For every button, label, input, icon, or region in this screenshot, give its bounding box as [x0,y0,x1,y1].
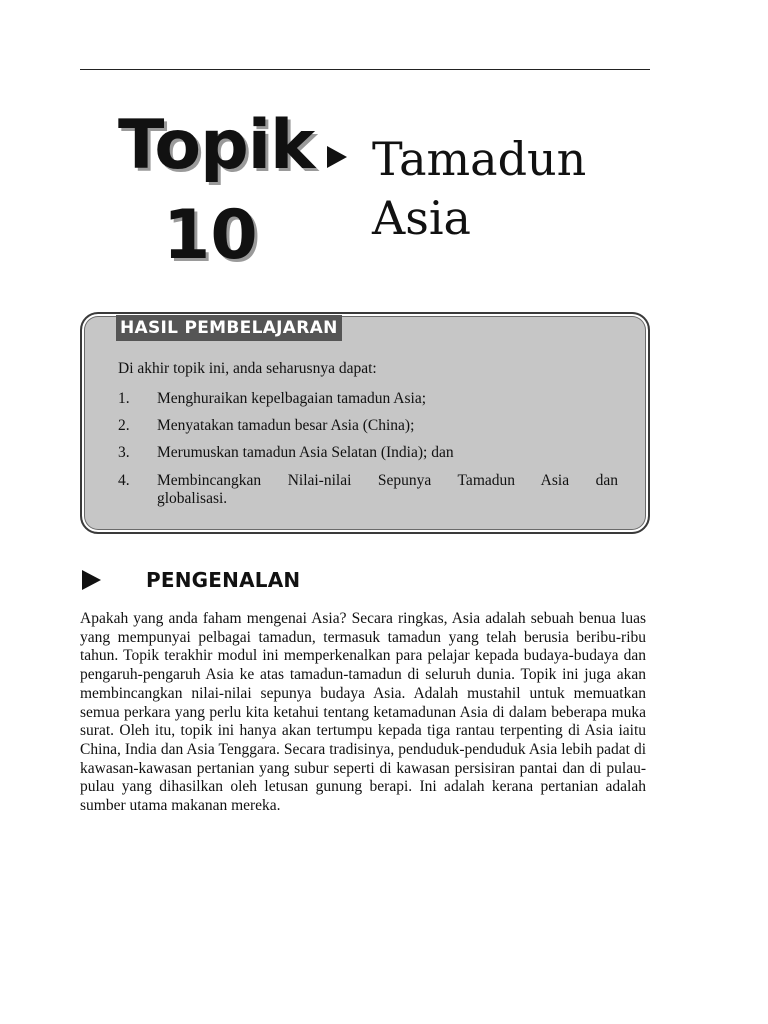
outcome-text: Menyatakan tamadun besar Asia (China); [157,417,415,434]
topic-number: 10 [163,196,258,275]
topic-title-line-1: Tamadun [372,132,587,186]
outcome-number: 1. [118,390,130,407]
outcome-text: Menghuraikan kepelbagaian tamadun Asia; [157,390,427,407]
intro-paragraph: Apakah yang anda faham mengenai Asia? Secara ringkas, Asia adalah sebuah benua luas yang mempunyai pelbagai tamadun, termasuk tamadun yang telah berusia beribu-ribu tahun. Topik terakhir modul ini memperkenalkan para pelajar kepada budaya-budaya dan pengaruh-pengaruh Asia ke atas tamadun-tamadun di seluruh dunia. Topik ini juga akan membincangkan nilai-nilai sepunya budaya Asia. Adalah mustahil untuk memuatkan semua perkara yang perlu kita ketahui tentang ketamadunan Asia di dalam beberapa muka surat. Oleh itu, topik ini hanya akan tertumpu kepada tiga rantau terpenting di Asia iaitu China, India dan Asia Tenggara. Secara tradisinya, penduduk-penduduk Asia lebih padat di kawasan-kawasan pertanian yang subur seperti di kawasan persisiran pantai dan di pulau-pulau yang dihasilkan oleh letusan gunung berapi. Ini adalah kerana pertanian adalah sumber utama makanan mereka. [80,610,646,815]
top-rule [80,69,650,70]
topic-word: Topik [118,106,315,185]
play-arrow-icon [327,146,347,168]
outcome-number: 4. [118,472,130,489]
learning-outcomes-intro: Di akhir topik ini, anda seharusnya dapat: [118,360,377,377]
learning-outcomes-heading: HASIL PEMBELAJARAN [116,315,342,341]
topic-title-line-2: Asia [372,191,471,245]
outcome-number: 2. [118,417,130,434]
play-arrow-icon [82,570,101,590]
outcome-text: Membincangkan Nilai-nilai Sepunya Tamadun Asia dan globalisasi. [157,472,618,507]
outcome-number: 3. [118,444,130,461]
topic-title [372,130,652,248]
section-title: PENGENALAN [146,568,301,592]
outcome-text: Merumuskan tamadun Asia Selatan (India); dan [157,444,454,461]
